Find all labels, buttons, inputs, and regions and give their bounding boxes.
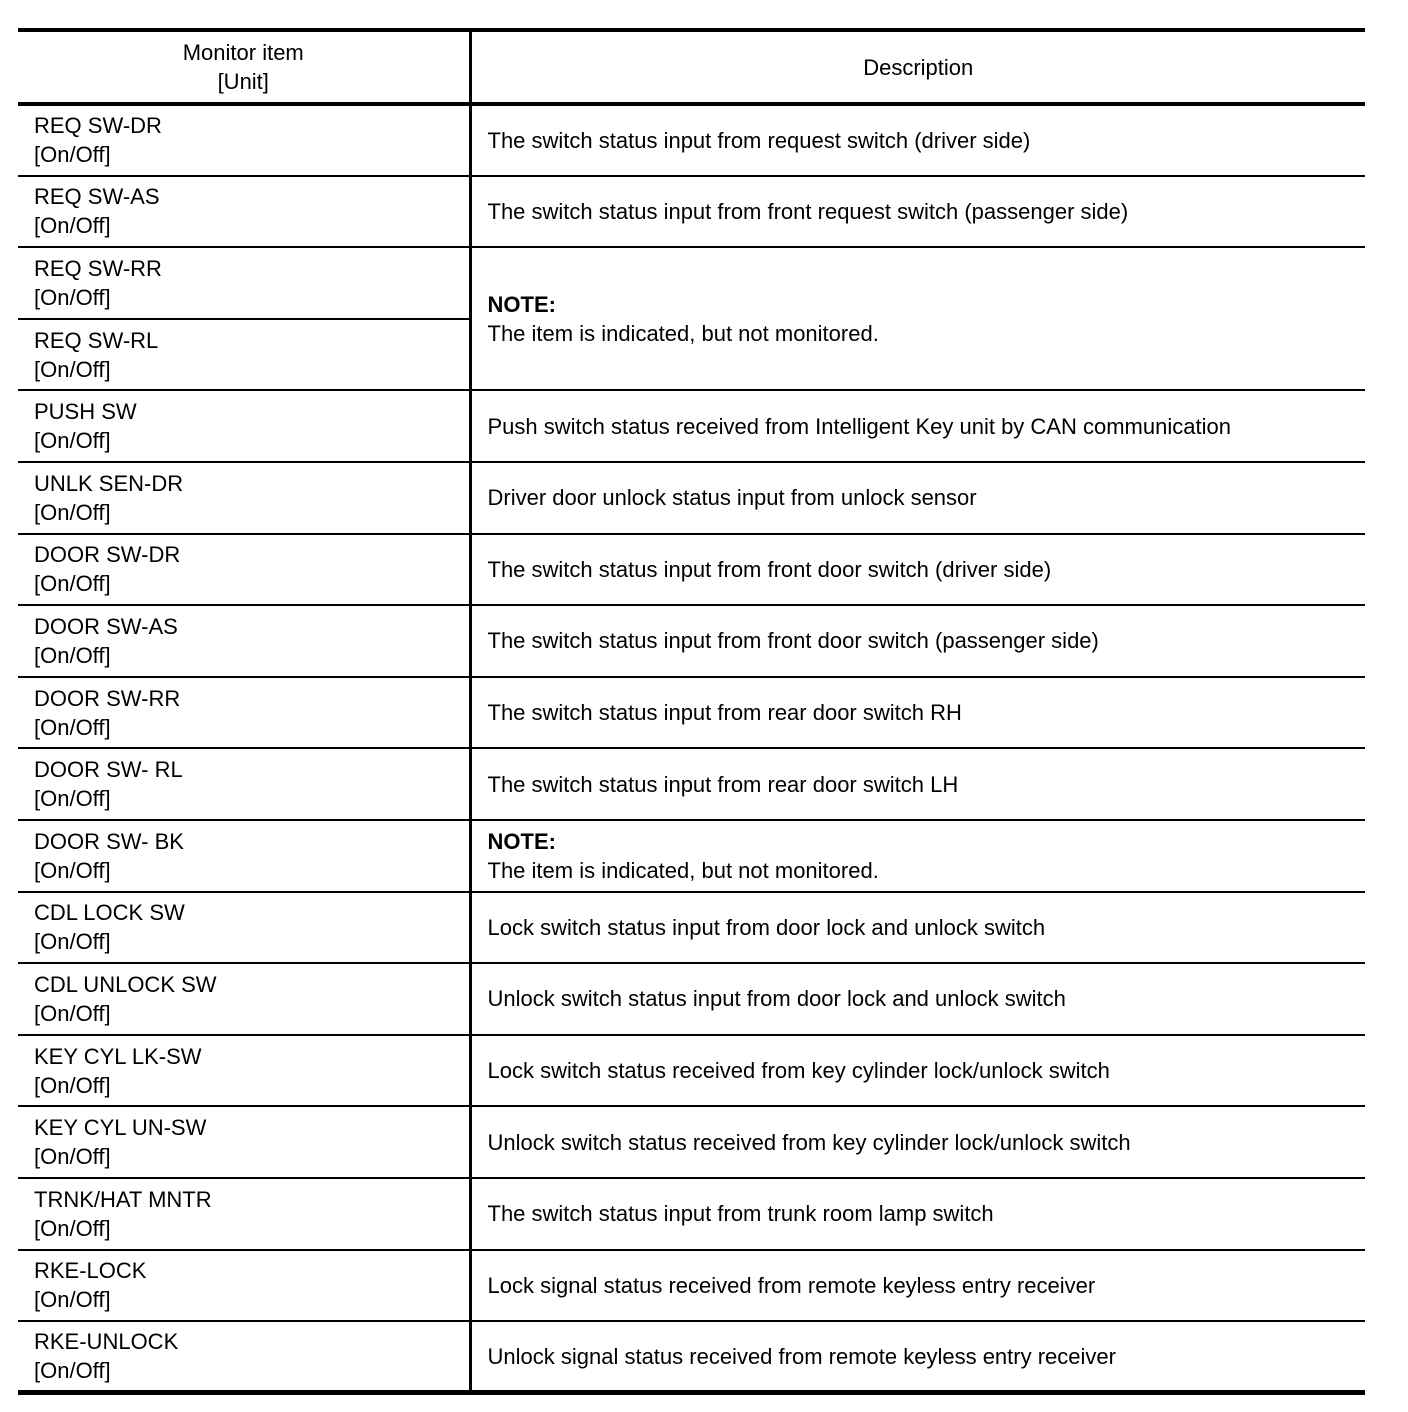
note-label: NOTE: [487,828,556,854]
description-cell: Push switch status received from Intelligent Key unit by CAN communication [470,390,1365,462]
note-body: The item is indicated, but not monitored. [487,320,879,346]
table-row [18,605,1365,677]
monitor-item-header-line1: Monitor item [182,40,304,65]
table-row [18,104,1365,176]
note-body: The item is indicated, but not monitored. [487,857,879,883]
description-cell: Unlock switch status received from key cylinder lock/unlock switch [470,1106,1365,1178]
description-cell: Lock switch status input from door lock and unlock switch [470,892,1365,964]
description-cell: The switch status input from front door switch (driver side) [470,534,1365,606]
monitor-item-cell: REQ SW-RR [On/Off] [18,247,470,319]
table-row [18,1178,1365,1250]
description-cell-note [470,820,1365,892]
table-row [18,534,1365,606]
monitor-item-cell: RKE-LOCK [On/Off] [18,1250,470,1322]
monitor-item-cell: KEY CYL UN-SW [On/Off] [18,1106,470,1178]
monitor-item-cell: PUSH SW [On/Off] [18,390,470,462]
table-row [18,247,1365,319]
description-cell: The switch status input from front door switch (passenger side) [470,605,1365,677]
header-row [18,30,1365,104]
monitor-item-header-line2: [Unit] [217,69,269,94]
description-cell: Unlock signal status received from remote keyless entry receiver [470,1321,1365,1393]
description-cell: The switch status input from rear door switch LH [470,748,1365,820]
table-row [18,1250,1365,1322]
table-row [18,176,1365,248]
description-cell: The switch status input from front request switch (passenger side) [470,176,1365,248]
table-row [18,748,1365,820]
monitor-item-cell: TRNK/HAT MNTR [On/Off] [18,1178,470,1250]
description-cell: The switch status input from trunk room lamp switch [470,1178,1365,1250]
table-row [18,390,1365,462]
table-row [18,1035,1365,1107]
table-row [18,1321,1365,1393]
monitor-item-cell: DOOR SW- BK [On/Off] [18,820,470,892]
description-cell: Lock signal status received from remote keyless entry receiver [470,1250,1365,1322]
description-cell: Driver door unlock status input from unlock sensor [470,462,1365,534]
monitor-item-cell: REQ SW-AS [On/Off] [18,176,470,248]
monitor-item-header [18,30,470,104]
monitor-item-cell: CDL UNLOCK SW [On/Off] [18,963,470,1035]
description-cell: Unlock switch status input from door lock and unlock switch [470,963,1365,1035]
monitor-item-cell: DOOR SW-AS [On/Off] [18,605,470,677]
table-row [18,820,1365,892]
table-row [18,892,1365,964]
monitor-item-cell: DOOR SW- RL [On/Off] [18,748,470,820]
monitor-item-table [18,28,1365,1395]
monitor-item-cell: DOOR SW-DR [On/Off] [18,534,470,606]
table-row [18,963,1365,1035]
monitor-item-cell: REQ SW-DR [On/Off] [18,104,470,176]
table-row [18,677,1365,749]
monitor-item-cell: REQ SW-RL [On/Off] [18,319,470,391]
monitor-item-cell: DOOR SW-RR [On/Off] [18,677,470,749]
monitor-item-cell: CDL LOCK SW [On/Off] [18,892,470,964]
note-label: NOTE: [487,291,556,317]
table-row [18,462,1365,534]
description-header: Description [470,30,1365,104]
description-cell: Lock switch status received from key cylinder lock/unlock switch [470,1035,1365,1107]
description-cell-note-merged [470,247,1365,390]
monitor-item-cell: UNLK SEN-DR [On/Off] [18,462,470,534]
table-row [18,1106,1365,1178]
monitor-item-cell: RKE-UNLOCK [On/Off] [18,1321,470,1393]
description-cell: The switch status input from rear door switch RH [470,677,1365,749]
monitor-item-cell: KEY CYL LK-SW [On/Off] [18,1035,470,1107]
description-cell: The switch status input from request switch (driver side) [470,104,1365,176]
